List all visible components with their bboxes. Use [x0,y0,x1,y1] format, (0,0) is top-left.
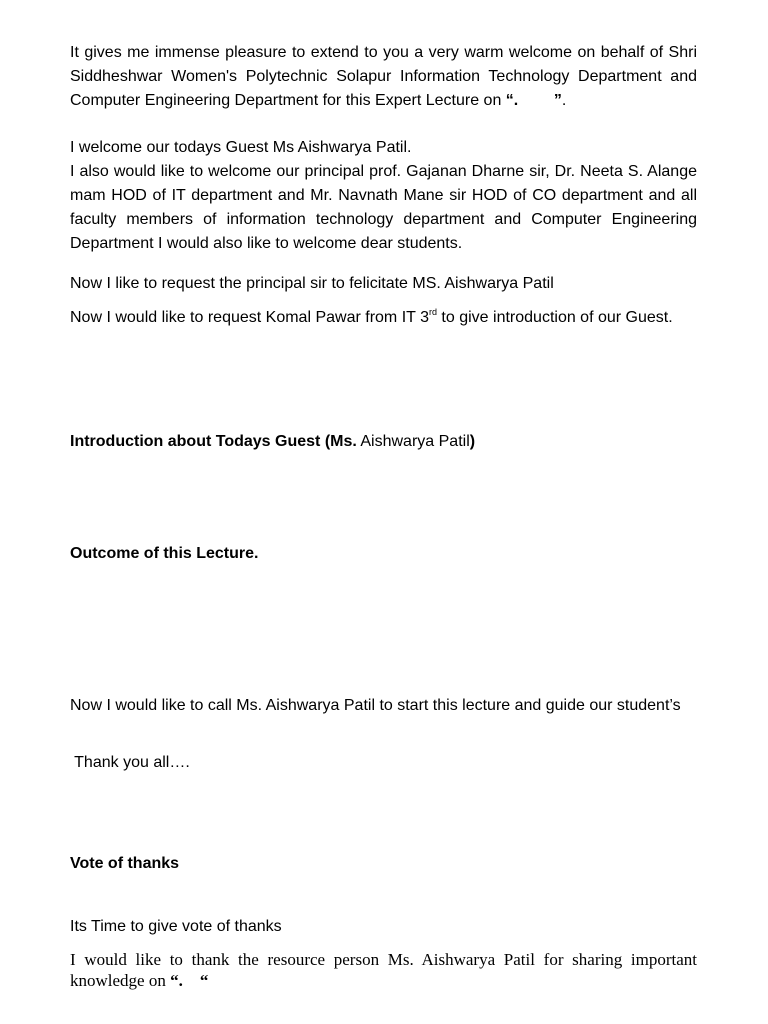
guest-intro-heading-bold: Introduction about Todays Guest (Ms. [70,433,357,450]
thank-you-line: Thank you all…. [70,754,190,771]
vote-intro-line: Its Time to give vote of thanks [70,918,282,935]
guest-intro-heading-name: Aishwarya Patil [356,433,470,450]
lecture-title-quote-open: “. [505,92,519,109]
introduction-request-rest: to give introduction of our Guest. [436,309,673,326]
staff-welcome-paragraph: I also would like to welcome our principal prof. Gajanan Dharne sir, Dr. Neeta S. Alange mam HOD of IT department and Mr. Navnath Mane sir HOD of CO department and all faculty members of information technology department and Computer Engineering Department I would also like to welcome dear students. [70,163,697,252]
welcome-trailing-period: . [561,92,567,109]
vote-body-paragraph [70,949,697,991]
lecture-title-blank [518,92,554,109]
vote-body-quote: “. “ [170,971,209,990]
introduction-request-text: Now I would like to request Komal Pawar from IT 3 [70,309,429,326]
welcome-intro-text: It gives me immense pleasure to extend to you a very warm welcome on behalf of Shri Siddheshwar Women's Polytechnic Solapur Information Technology Department and Computer Engineering Department for this Expert Lecture on [70,44,697,109]
guest-intro-heading-close: ) [469,433,476,450]
ordinal-suffix: rd [428,307,437,317]
outcome-heading: Outcome of this Lecture. [70,545,259,562]
lecture-title-quote-close: ” [553,92,562,109]
document-page [70,0,697,1024]
vote-body-text: I would like to thank the resource person Ms. Aishwarya Patil for sharing important knowledge on [70,950,697,990]
vote-of-thanks-heading: Vote of thanks [70,855,180,872]
call-to-start-paragraph: Now I would like to call Ms. Aishwarya Patil to start this lecture and guide our student’s [70,697,681,714]
guest-welcome-line: I welcome our todays Guest Ms Aishwarya Patil. [70,139,412,156]
introduction-request [70,306,697,330]
welcome-paragraph [70,41,697,113]
felicitate-request: Now I like to request the principal sir to felicitate MS. Aishwarya Patil [70,275,554,292]
guest-intro-heading [70,430,697,454]
